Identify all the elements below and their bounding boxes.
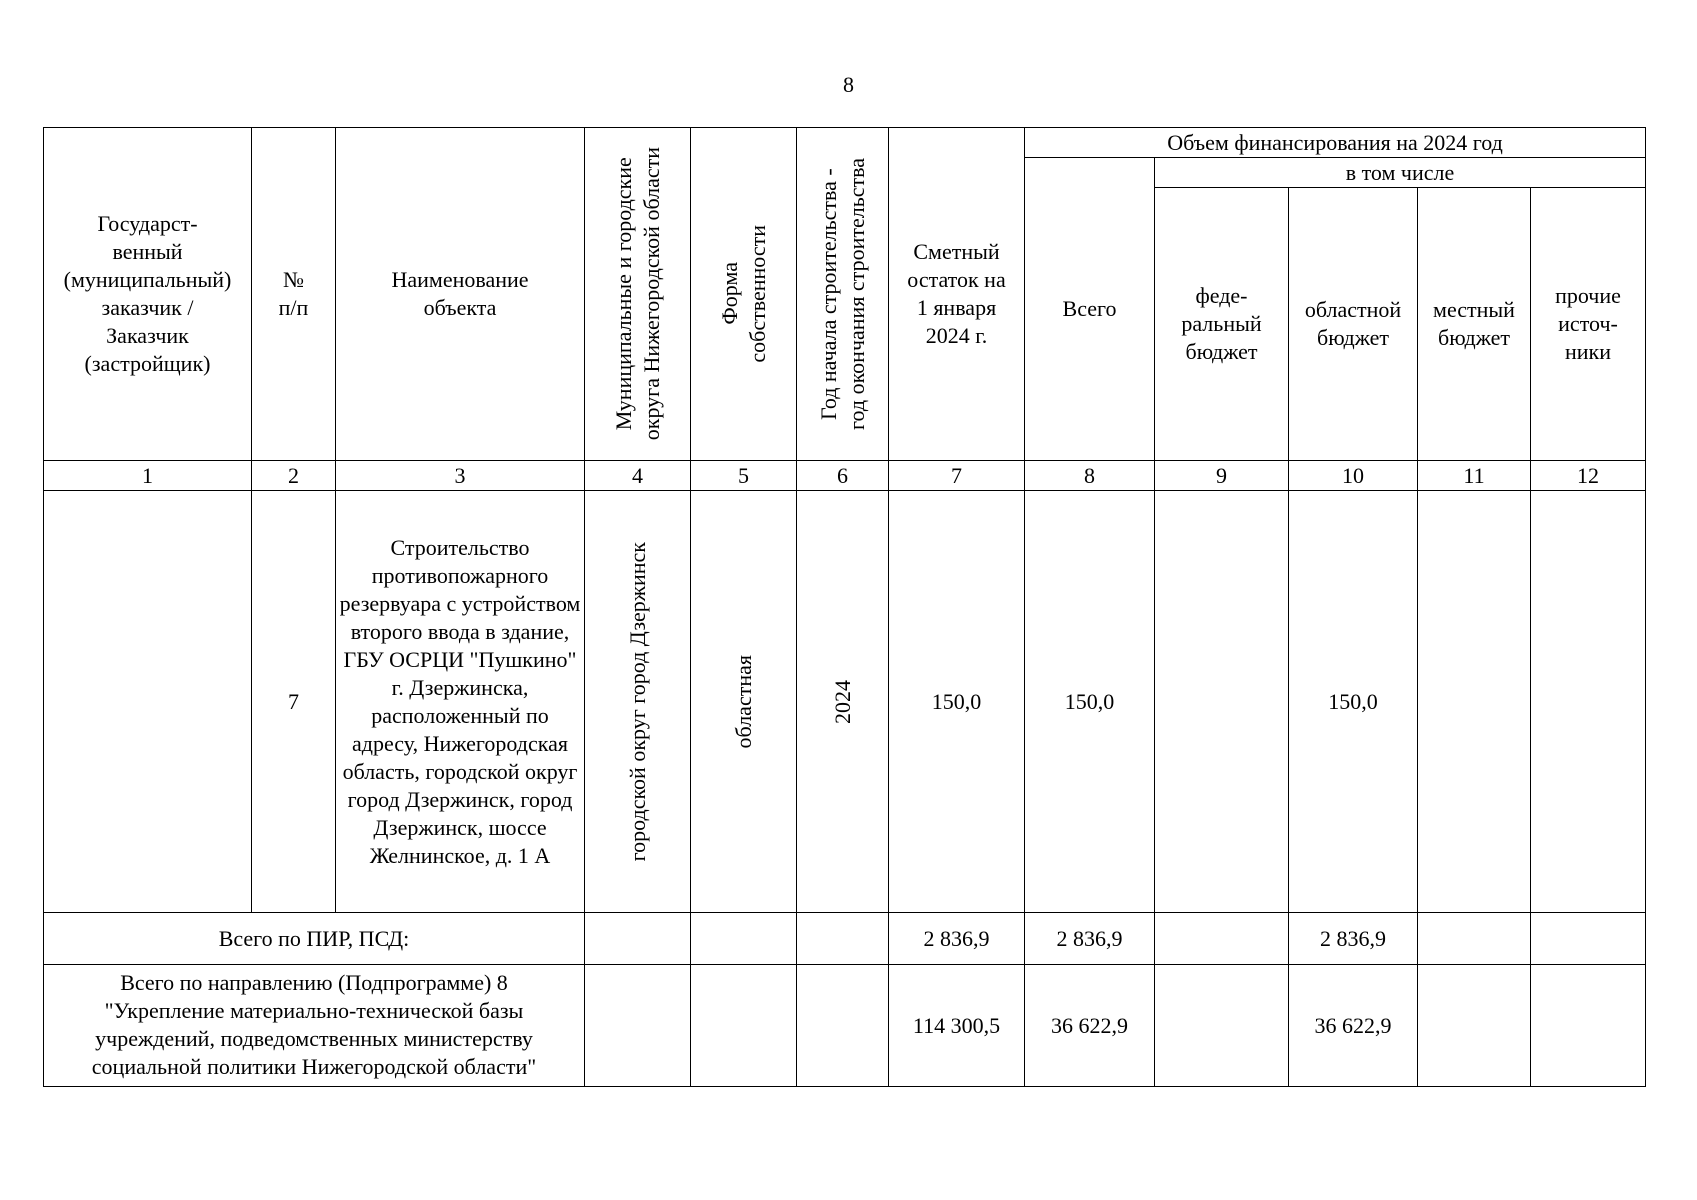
column-number: 3 (336, 461, 585, 491)
summary-row-pir (44, 913, 1646, 965)
summary-direction-label (44, 965, 585, 1087)
column-numbers-row (44, 461, 1646, 491)
header-municipality-wrap (585, 147, 690, 440)
column-number: 12 (1531, 461, 1646, 491)
header-row (44, 128, 1646, 158)
row-years (797, 491, 889, 913)
header-number (252, 128, 336, 461)
summary-pir-empty (797, 913, 889, 965)
row-years-wrap (797, 680, 888, 724)
row-municipality (585, 491, 691, 913)
header-years (797, 128, 889, 461)
row-municipality-label: городской округ город Дзержинск (624, 541, 650, 862)
summary-direction-estimated-balance: 114 300,5 (889, 965, 1025, 1087)
row-ownership (691, 491, 797, 913)
column-number: 11 (1418, 461, 1531, 491)
summary-direction-local (1418, 965, 1531, 1087)
header-funding-volume: Объем финансирования на 2024 год (1025, 128, 1646, 158)
financing-table (43, 127, 1646, 1087)
column-number: 4 (585, 461, 691, 491)
column-number: 10 (1289, 461, 1418, 491)
header-regional-label: областной бюджет (1304, 297, 1402, 350)
header-other-label: прочие источ- ники (1555, 283, 1621, 364)
summary-direction-other (1531, 965, 1646, 1087)
header-other (1531, 188, 1646, 461)
column-number: 8 (1025, 461, 1155, 491)
summary-pir-empty (585, 913, 691, 965)
row-estimated-balance: 150,0 (889, 491, 1025, 913)
header-regional (1289, 188, 1418, 461)
summary-direction-empty (797, 965, 889, 1087)
header-ownership-wrap (691, 225, 796, 363)
summary-direction-empty (691, 965, 797, 1087)
row-object-name: Строительство противопожарного резервуара с устройством второго ввода в здание, ГБУ ОСРЦИ "Пушкино" г. Дзержинска, расположенный по адресу, Нижегородская область, городской округ город Дзержинск, город Дзержинск, шоссе Желнинское, д. 1 А (336, 491, 585, 913)
header-years-label: Год начала строительства - год окончания строительства (815, 158, 869, 430)
header-local-label: местный бюджет (1433, 297, 1515, 350)
header-ownership-label: Форма собственности (716, 225, 770, 363)
summary-direction-federal (1155, 965, 1289, 1087)
row-ownership-wrap (691, 655, 796, 748)
summary-pir-total: 2 836,9 (1025, 913, 1155, 965)
summary-direction-empty (585, 965, 691, 1087)
summary-pir-regional: 2 836,9 (1289, 913, 1418, 965)
header-object-name-label: Наименование объекта (391, 267, 529, 320)
column-number: 7 (889, 461, 1025, 491)
column-number: 1 (44, 461, 252, 491)
row-regional: 150,0 (1289, 491, 1418, 913)
summary-direction-total: 36 622,9 (1025, 965, 1155, 1087)
header-object-name (336, 128, 585, 461)
header-including: в том числе (1155, 158, 1646, 188)
row-ownership-label: областная (730, 654, 756, 749)
row-total: 150,0 (1025, 491, 1155, 913)
table-row (44, 491, 1646, 913)
header-federal-label: феде- ральный бюджет (1181, 283, 1262, 364)
header-years-wrap (797, 158, 888, 430)
row-local (1418, 491, 1531, 913)
summary-pir-other (1531, 913, 1646, 965)
summary-pir-label: Всего по ПИР, ПСД: (44, 913, 585, 965)
row-number: 7 (252, 491, 336, 913)
row-years-label: 2024 (829, 679, 855, 724)
header-customer (44, 128, 252, 461)
header-estimated-balance (889, 128, 1025, 461)
header-municipality (585, 128, 691, 461)
row-customer (44, 491, 252, 913)
column-number: 9 (1155, 461, 1289, 491)
summary-pir-empty (691, 913, 797, 965)
header-total: Всего (1025, 158, 1155, 461)
page-number: 8 (843, 72, 854, 97)
column-number: 5 (691, 461, 797, 491)
summary-direction-regional: 36 622,9 (1289, 965, 1418, 1087)
header-estimated-balance-label: Сметный остаток на 1 января 2024 г. (907, 239, 1006, 348)
row-municipality-wrap (585, 542, 690, 861)
summary-pir-local (1418, 913, 1531, 965)
summary-direction-label-text: Всего по направлению (Подпрограмме) 8 "Укрепление материально-технической базы учреждений, подведомственных министерству социальной политики Нижегородской области" (91, 970, 537, 1079)
row-federal (1155, 491, 1289, 913)
column-number: 2 (252, 461, 336, 491)
summary-pir-federal (1155, 913, 1289, 965)
column-number: 6 (797, 461, 889, 491)
header-customer-label: Государст- венный (муниципальный) заказчик / Заказчик (застройщик) (63, 211, 232, 376)
row-other (1531, 491, 1646, 913)
summary-row-direction (44, 965, 1646, 1087)
header-federal (1155, 188, 1289, 461)
header-local (1418, 188, 1531, 461)
header-municipality-label: Муниципальные и городские округа Нижегородской области (610, 147, 664, 441)
header-ownership (691, 128, 797, 461)
header-number-label: № п/п (278, 267, 309, 320)
summary-pir-estimated-balance: 2 836,9 (889, 913, 1025, 965)
